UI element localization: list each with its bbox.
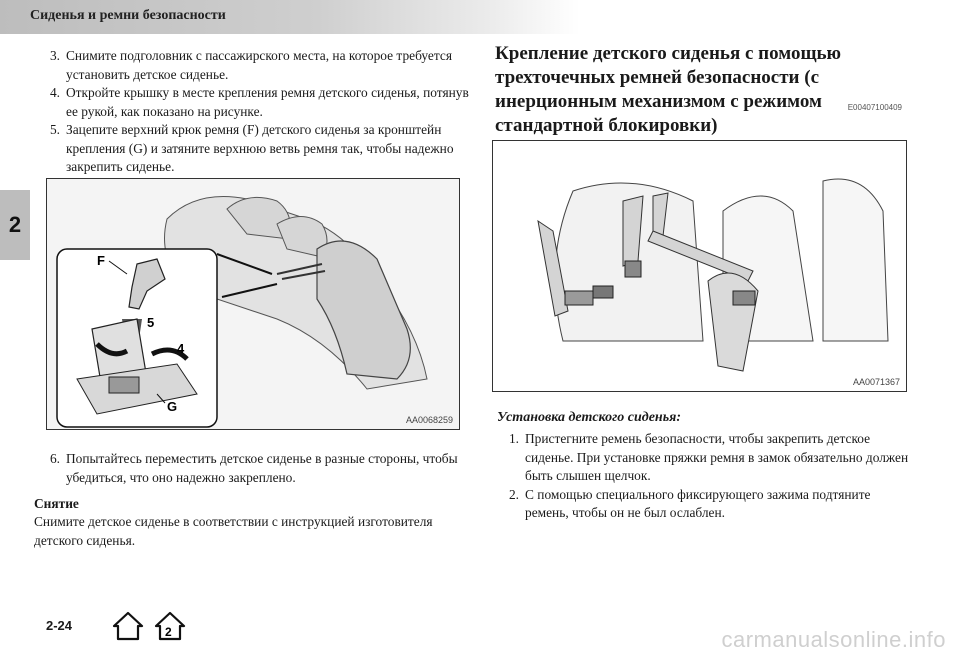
label-g: G	[167, 399, 178, 414]
left-steps-bottom	[34, 450, 474, 487]
step-number: 5.	[49, 122, 60, 137]
page-number: 2-24	[46, 618, 73, 633]
left-steps-top	[34, 47, 474, 177]
chapter-home-icon[interactable]	[152, 610, 188, 642]
step-text: Зацепите верхний крюк ремня (F) детского сиденья за кронштейн крепления (G) и затяните верхнюю ветвь ремня так, чтобы надежно закрепить сиденье.	[66, 122, 454, 174]
tether-illustration	[47, 179, 459, 429]
right-steps	[493, 430, 913, 523]
section-title: Сиденья и ремни безопасности	[30, 8, 226, 23]
nav-icons	[110, 610, 188, 642]
step-number: 3.	[49, 48, 60, 63]
watermark: carmanualsonline.info	[721, 627, 946, 652]
removal-heading: Снятие	[34, 496, 79, 511]
home-icon[interactable]	[110, 610, 146, 642]
step-number: 4.	[49, 85, 60, 100]
step-number: 1.	[508, 431, 519, 446]
install-step-2	[493, 486, 913, 523]
figure-tether-anchor	[46, 178, 460, 430]
figure-code: AA0071367	[852, 377, 900, 387]
label-4: 4	[177, 341, 185, 356]
removal-text: Снимите детское сиденье в соответствии с инструкцией изготовителя детского сиденья.	[34, 514, 433, 548]
install-step-1	[493, 430, 913, 486]
step-text: Откройте крышку в месте крепления ремня детского сиденья, потянув ее рукой, как показано на рисунке.	[66, 85, 469, 119]
step-3	[34, 47, 474, 84]
step-number: 6.	[49, 451, 60, 466]
label-5: 5	[147, 315, 155, 330]
install-heading: Установка детского сиденья:	[497, 410, 681, 425]
section-code: E00407100409	[847, 103, 902, 112]
right-heading: Крепление детского сиденья с помощью трехточечных ремней безопасности (с инерционным механизмом с режимом стандартной блокировки)	[495, 43, 842, 136]
step-5	[34, 121, 474, 177]
label-f: F	[97, 253, 105, 268]
step-text: Снимите подголовник с пассажирского места, на которое требуется установить детское сиденье.	[66, 48, 452, 82]
step-text: С помощью специального фиксирующего зажима подтяните ремень, чтобы он не был ослаблен.	[525, 486, 871, 520]
chapter-home-number: 2	[165, 625, 172, 639]
figure-code: AA0068259	[405, 415, 453, 425]
step-text: Попытайтесь переместить детское сиденье в разные стороны, чтобы убедиться, что оно надежно закреплено.	[66, 451, 458, 485]
seatbelt-illustration	[493, 141, 906, 391]
step-4	[34, 84, 474, 121]
step-6	[34, 450, 474, 487]
step-text: Пристегните ремень безопасности, чтобы закрепить детское сиденье. При установке пряжки ремня в замок обязательно должен быть слышен щелчок.	[525, 431, 909, 483]
chapter-tab[interactable]: 2	[0, 190, 30, 260]
step-number: 2.	[508, 486, 519, 502]
figure-seatbelt	[492, 140, 907, 392]
